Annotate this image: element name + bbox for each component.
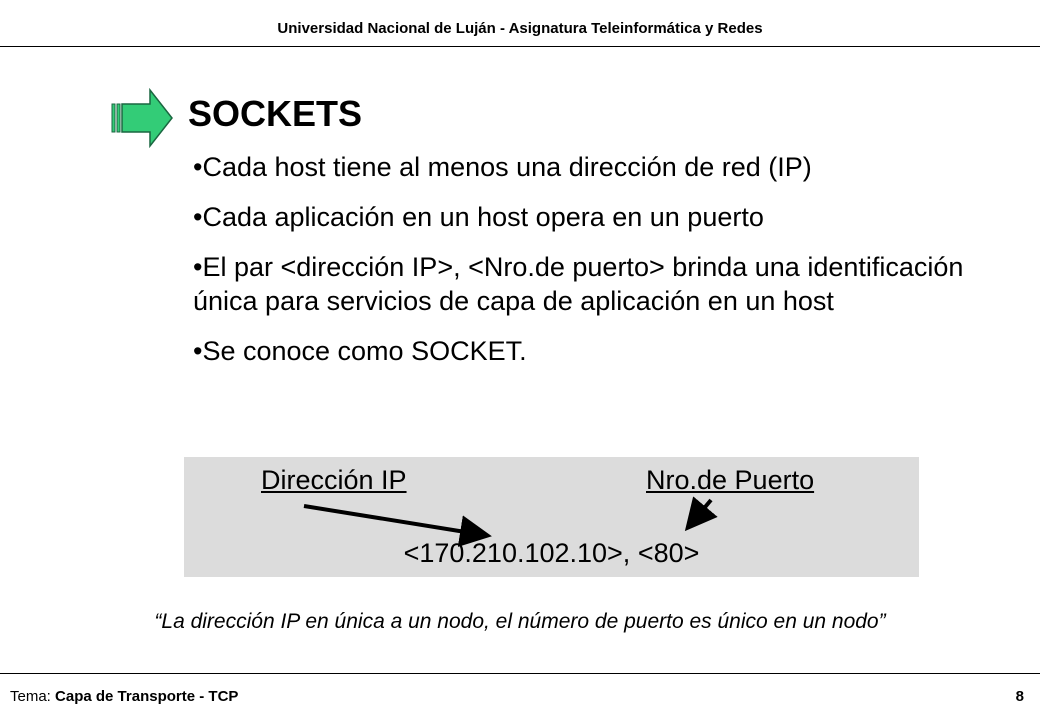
page-number: 8 [1015, 688, 1024, 705]
header-divider [0, 46, 1040, 47]
quote-text: “La dirección IP en única a un nodo, el número de puerto es único en un nodo” [154, 610, 886, 633]
ip-address-label: Dirección IP [261, 465, 407, 495]
bullet-list [193, 150, 1003, 384]
footer-divider [0, 673, 1040, 674]
socket-diagram [184, 457, 919, 577]
bullet-item: •Cada host tiene al menos una dirección de red (IP) [193, 152, 812, 182]
bullet-item: •Se conoce como SOCKET. [193, 336, 527, 366]
socket-value: <170.210.102.10>, <80> [403, 538, 700, 568]
topic-label: Tema: [10, 688, 51, 705]
port-pointer-arrow [690, 500, 711, 525]
ip-pointer-arrow [304, 506, 484, 535]
bullet-item: •Cada aplicación en un host opera en un puerto [193, 202, 764, 232]
topic-value: Capa de Transporte - TCP [55, 688, 239, 705]
header-title: Universidad Nacional de Luján - Asignatura Teleinformática y Redes [277, 20, 763, 37]
slide-title: SOCKETS [188, 93, 363, 134]
bullet-item: •El par <dirección IP>, <Nro.de puerto> brinda una identificación única para servicios de capa de aplicación en un host [193, 252, 964, 316]
port-number-label: Nro.de Puerto [646, 465, 815, 495]
green-arrow-icon [110, 88, 174, 148]
footer-topic [10, 688, 238, 705]
